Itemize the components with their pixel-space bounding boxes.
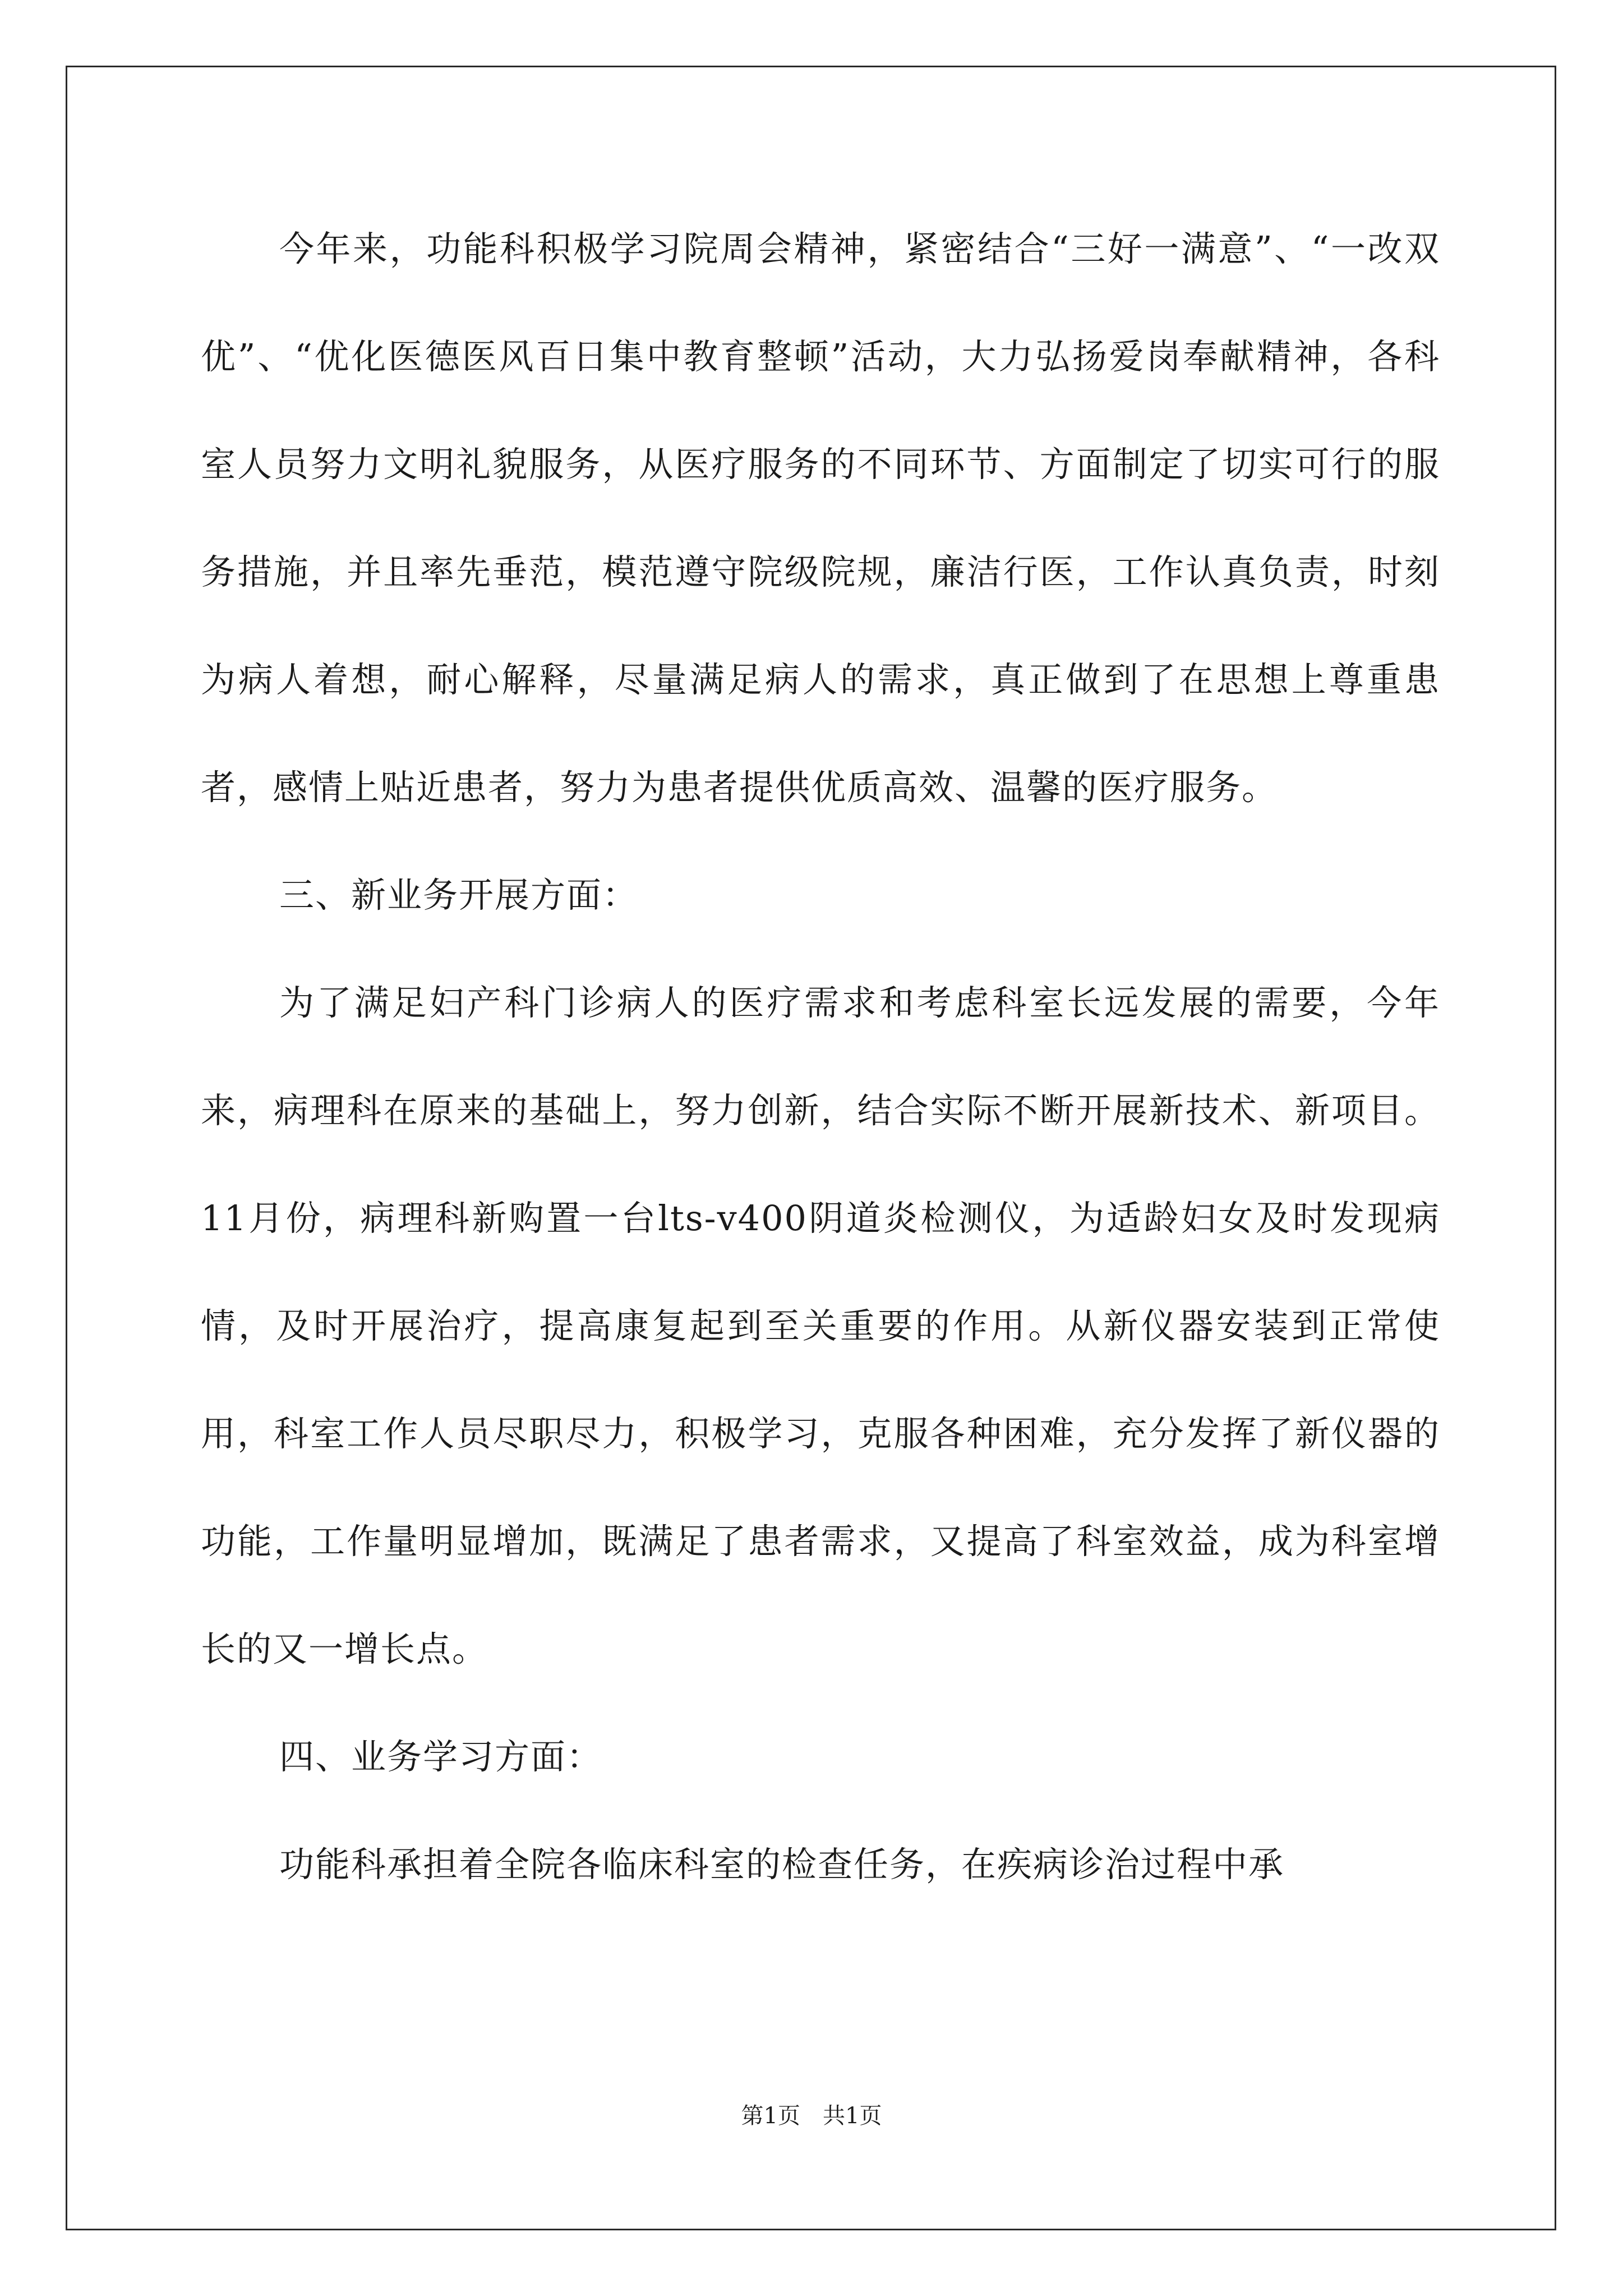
page-footer [0,2099,1623,2133]
section-heading: 三、新业务开展方面： [279,875,639,915]
body-paragraph: 功能科承担着全院各临床科室的检查任务，在疾病诊治过程中承 [279,1844,1285,1885]
body-paragraph: 今年来，功能科积极学习院周会精神，紧密结合“三好一满意”、“一改双优”、“优化医德医风百日集中教育整顿”活动，大力弘扬爱岗奉献精神，各科室人员努力文明礼貌服务，从医疗服务的不同环节、方面制定了切实可行的服务措施，并且率先垂范，模范遵守院级院规，廉洁行医，工作认真负责，时刻为病人着想，耐心解释，尽量满足病人的需求，真正做到了在思想上尊重患者，感情上贴近患者，努力为患者提供优质高效、温馨的医疗服务。 [201,228,1440,808]
page-total: 共1页 [823,2103,882,2129]
document-body [201,195,1440,1918]
body-paragraph: 为了满足妇产科门诊病人的医疗需求和考虑科室长远发展的需要，今年来，病理科在原来的基础上，努力创新，结合实际不断开展新技术、新项目。11月份，病理科新购置一台lts-v400阴道炎检测仪，为适龄妇女及时发现病情，及时开展治疗，提高康复起到至关重要的作用。从新仪器安装到正常使用，科室工作人员尽职尽力，积极学习，克服各种困难，充分发挥了新仪器的功能，工作量明显增加，既满足了患者需求，又提高了科室效益，成为科室增长的又一增长点。 [201,982,1440,1669]
page-number: 第1页 [741,2103,800,2129]
section-heading: 四、业务学习方面： [279,1736,603,1777]
